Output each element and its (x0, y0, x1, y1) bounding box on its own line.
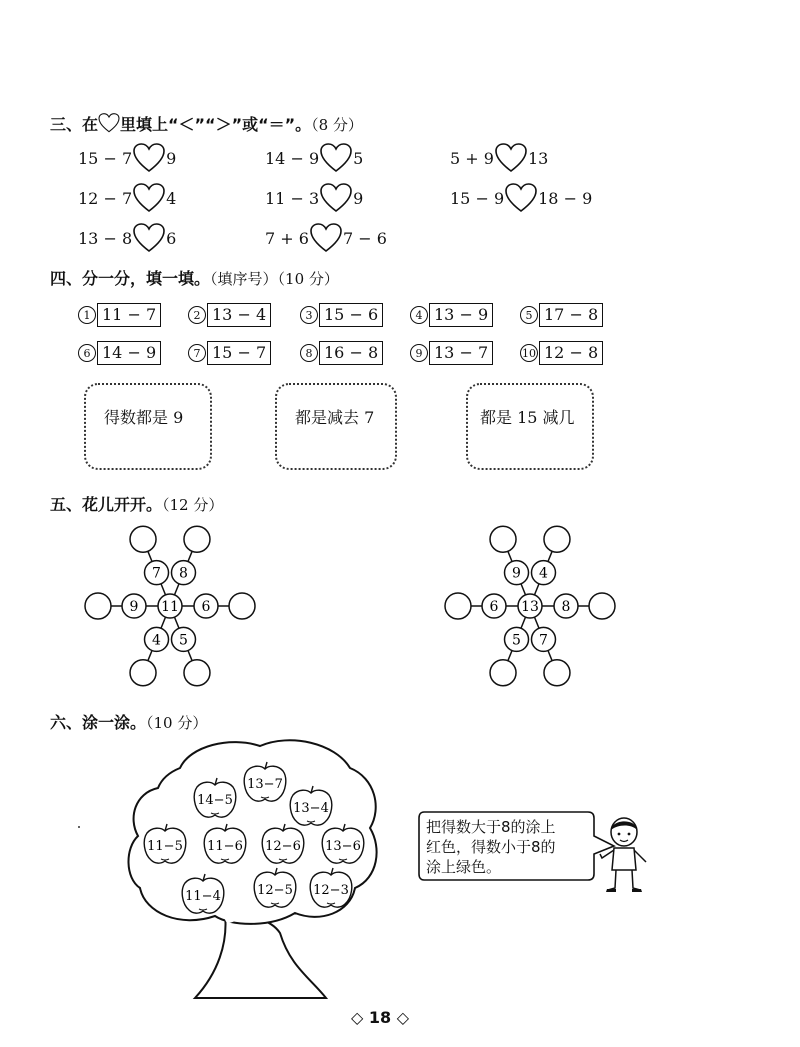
problem-right: 4 (166, 188, 177, 208)
problem-right: 5 (353, 148, 364, 168)
numbered-expression (300, 341, 383, 365)
flower-stem (534, 617, 538, 628)
group-box-2 (275, 383, 397, 470)
item-expression: 14 − 9 (97, 341, 161, 365)
problem-left: 5 + 9 (450, 148, 494, 168)
flower-stem (174, 617, 178, 628)
numbered-expression (410, 303, 493, 327)
item-number: 10 (520, 344, 538, 362)
apple-expression: 12−5 (257, 883, 293, 898)
item-expression: 17 − 8 (539, 303, 603, 327)
answer-circle[interactable] (445, 593, 471, 619)
apple-icon[interactable] (142, 822, 188, 866)
answer-heart[interactable] (133, 223, 165, 253)
section3-heading-rest: 里填上“＜”“＞”或“＝”。 (120, 115, 312, 134)
tree-trunk (195, 914, 326, 998)
problem-right: 18 − 9 (538, 188, 593, 208)
apple-expression: 11−5 (147, 839, 183, 854)
apple-expression: 14−5 (197, 793, 233, 808)
item-expression: 12 − 8 (539, 341, 603, 365)
section4-score: （10 分） (277, 270, 339, 288)
page-number: 18 (368, 1008, 392, 1027)
diamond-icon: ◇ (350, 1008, 369, 1027)
flower (85, 526, 255, 686)
petal-number: 5 (179, 632, 188, 649)
numbered-expression (520, 341, 603, 365)
problem-right: 9 (353, 188, 364, 208)
numbered-expression (300, 303, 383, 327)
bubble-line: 涂上绿色。 (426, 858, 502, 876)
apple-expression: 12−3 (313, 883, 349, 898)
item-number: 2 (188, 306, 206, 324)
apple-icon[interactable] (320, 822, 366, 866)
section4-heading (50, 266, 339, 289)
petal-number: 6 (201, 599, 211, 615)
problem-right: 7 − 6 (342, 228, 387, 248)
answer-circle[interactable] (490, 660, 516, 686)
problem-left: 15 − 7 (78, 148, 133, 168)
item-expression: 13 − 4 (207, 303, 271, 327)
answer-circle[interactable] (184, 660, 210, 686)
boy-icon (596, 816, 652, 898)
problem-left: 12 − 7 (78, 188, 133, 208)
numbered-expression (78, 303, 161, 327)
apple-icon[interactable] (260, 822, 306, 866)
flower (445, 526, 615, 686)
group-box-3 (466, 383, 594, 470)
compare-problem (78, 223, 176, 253)
problem-left: 7 + 6 (265, 228, 309, 248)
petal-number: 5 (512, 632, 521, 649)
answer-heart[interactable] (495, 143, 527, 173)
section6-score: （10 分） (146, 714, 208, 732)
flower-stem (521, 617, 525, 628)
item-expression: 15 − 7 (207, 341, 271, 365)
petal-number: 4 (152, 632, 161, 649)
flower-stem (521, 584, 525, 595)
apple-icon[interactable] (180, 872, 226, 916)
section3-heading-prefix: 三、在 (50, 115, 99, 134)
flower-stem (548, 651, 552, 661)
flower-stem (161, 617, 165, 628)
section6-heading-text: 六、涂一涂。 (50, 713, 147, 732)
compare-problem (450, 143, 548, 173)
answer-heart[interactable] (320, 183, 352, 213)
answer-circle[interactable] (490, 526, 516, 552)
item-expression: 16 − 8 (319, 341, 383, 365)
apple-expression: 11−6 (207, 839, 243, 854)
numbered-expression (188, 341, 271, 365)
flower-stem (148, 551, 152, 561)
problem-right: 13 (527, 148, 549, 168)
problem-left: 13 − 8 (78, 228, 133, 248)
section5-heading-text: 五、花儿开开。 (50, 495, 163, 514)
center-number: 11 (161, 599, 179, 615)
answer-circle[interactable] (589, 593, 615, 619)
group-box-1-label: 得数都是 9 (104, 408, 184, 427)
apple-icon[interactable] (202, 822, 248, 866)
answer-heart[interactable] (133, 183, 165, 213)
compare-problem (450, 183, 592, 213)
flower-stem (548, 551, 552, 561)
item-number: 6 (78, 344, 96, 362)
item-expression: 11 − 7 (97, 303, 161, 327)
answer-circle[interactable] (85, 593, 111, 619)
answer-circle[interactable] (130, 660, 156, 686)
apple-icon[interactable] (242, 760, 288, 804)
heart-icon (98, 113, 120, 133)
problem-left: 11 − 3 (265, 188, 320, 208)
apple-expression: 13−4 (293, 801, 329, 816)
stray-dot (78, 826, 80, 828)
flower-stem (508, 551, 512, 561)
apple-expression: 12−6 (265, 839, 301, 854)
answer-circle[interactable] (130, 526, 156, 552)
petal-number: 4 (539, 565, 548, 582)
flower-stem (148, 651, 152, 661)
petal-number: 9 (512, 565, 521, 582)
petal-number: 8 (561, 599, 571, 615)
section3-score: （8 分） (311, 116, 363, 134)
answer-heart[interactable] (505, 183, 537, 213)
item-expression: 15 − 6 (319, 303, 383, 327)
problem-right: 9 (166, 148, 177, 168)
bubble-line: 把得数大于8的涂上 (426, 818, 556, 836)
section4-heading-text: 四、分一分，填一填。 (50, 269, 211, 288)
speech-bubble-text (426, 817, 556, 877)
petal-number: 8 (179, 565, 188, 582)
bubble-line: 红色，得数小于8的 (426, 838, 556, 856)
apple-icon[interactable] (308, 866, 354, 910)
answer-circle[interactable] (184, 526, 210, 552)
numbered-expression (188, 303, 271, 327)
item-expression: 13 − 9 (429, 303, 493, 327)
compare-problem (265, 183, 363, 213)
flower-stem (508, 651, 512, 661)
apple-icon[interactable] (192, 776, 238, 820)
answer-circle[interactable] (544, 526, 570, 552)
item-number: 9 (410, 344, 428, 362)
answer-heart[interactable] (320, 143, 352, 173)
item-expression: 13 − 7 (429, 341, 493, 365)
petal-number: 7 (152, 565, 161, 582)
answer-heart[interactable] (310, 223, 342, 253)
problem-right: 6 (166, 228, 177, 248)
numbered-expression (410, 341, 493, 365)
item-number: 1 (78, 306, 96, 324)
apple-expression: 11−4 (185, 889, 221, 904)
answer-heart[interactable] (133, 143, 165, 173)
petal-number: 6 (489, 599, 499, 615)
group-box-2-label: 都是减去 7 (295, 408, 375, 427)
compare-problem (265, 143, 363, 173)
numbered-expression (520, 303, 603, 327)
petal-number: 7 (539, 632, 548, 649)
group-box-3-label: 都是 15 减几 (480, 408, 575, 427)
answer-circle[interactable] (229, 593, 255, 619)
problem-left: 15 − 9 (450, 188, 505, 208)
compare-problem (265, 223, 387, 253)
compare-problem (78, 183, 176, 213)
item-number: 3 (300, 306, 318, 324)
section4-note: （填序号） (210, 270, 278, 288)
flower-stem (188, 651, 192, 661)
center-number: 13 (521, 599, 539, 615)
answer-circle[interactable] (544, 660, 570, 686)
problem-left: 14 − 9 (265, 148, 320, 168)
flower-diagrams (0, 510, 800, 700)
item-number: 5 (520, 306, 538, 324)
item-number: 4 (410, 306, 428, 324)
section5-score: （12 分） (162, 496, 224, 514)
group-box-1 (84, 383, 212, 470)
flower-stem (174, 584, 178, 595)
item-number: 8 (300, 344, 318, 362)
page-footer (0, 1008, 760, 1027)
compare-problem (78, 143, 176, 173)
flower-stem (534, 584, 538, 595)
apple-expression: 13−6 (325, 839, 361, 854)
petal-number: 9 (129, 599, 139, 615)
item-number: 7 (188, 344, 206, 362)
numbered-expression (78, 341, 161, 365)
apple-icon[interactable] (252, 866, 298, 910)
apple-expression: 13−7 (247, 777, 283, 792)
flower-stem (161, 584, 165, 595)
diamond-icon: ◇ (391, 1008, 409, 1027)
flower-stem (188, 551, 192, 561)
section3-heading (50, 112, 363, 135)
